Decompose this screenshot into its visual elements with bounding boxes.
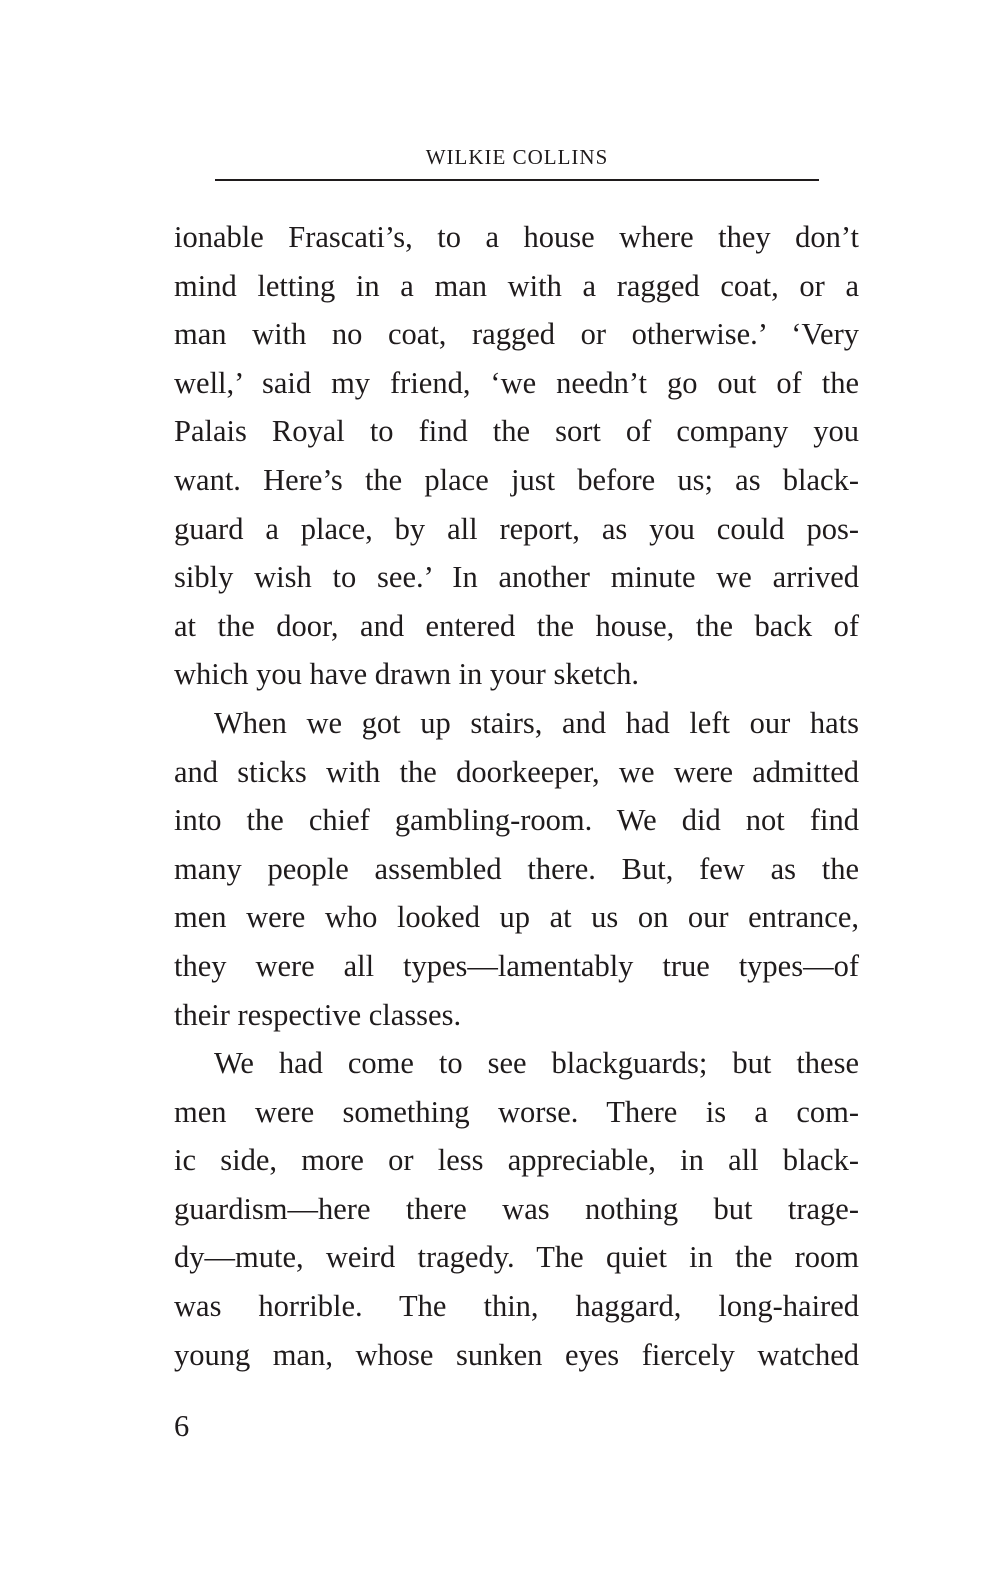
- text-line: mind letting in a man with a ragged coat, or a: [174, 268, 859, 303]
- text-line: which you have drawn in your sketch.: [174, 657, 640, 692]
- text-line: their respective classes.: [174, 997, 462, 1032]
- text-line: at the door, and entered the house, the back of: [174, 608, 859, 643]
- text-line: men were who looked up at us on our entrance,: [174, 900, 859, 935]
- page-number: 6: [174, 1409, 190, 1443]
- text-line: guard a place, by all report, as you could pos-: [174, 511, 859, 546]
- text-line: men were something worse. There is a com-: [174, 1094, 859, 1129]
- running-head: WILKIE COLLINS: [425, 145, 609, 169]
- body-text: [174, 213, 859, 1379]
- text-line: many people assembled there. But, few as the: [174, 851, 859, 886]
- text-line: young man, whose sunken eyes fiercely watched: [174, 1337, 859, 1372]
- text-line: was horrible. The thin, haggard, long-haired: [174, 1289, 859, 1324]
- text-line: well,’ said my friend, ‘we needn’t go out of the: [174, 365, 859, 400]
- text-line: ic side, more or less appreciable, in all black-: [174, 1143, 859, 1178]
- text-line: they were all types—lamentably true types—of: [174, 948, 859, 983]
- text-line: sibly wish to see.’ In another minute we arrived: [174, 560, 859, 595]
- text-line: Palais Royal to find the sort of company you: [174, 414, 859, 449]
- text-line: ionable Frascati’s, to a house where they don’t: [174, 220, 859, 254]
- text-line: want. Here’s the place just before us; as black-: [174, 462, 859, 497]
- text-line: When we got up stairs, and had left our hats: [214, 705, 859, 740]
- text-line: man with no coat, ragged or otherwise.’ ‘Very: [174, 317, 859, 352]
- text-line: dy—mute, weird tragedy. The quiet in the room: [174, 1240, 859, 1275]
- text-line: into the chief gambling-room. We did not find: [174, 803, 859, 838]
- text-line: and sticks with the doorkeeper, we were admitted: [174, 754, 859, 789]
- header-rule: [215, 179, 819, 181]
- text-line: We had come to see blackguards; but these: [214, 1046, 859, 1081]
- text-line: guardism—here there was nothing but trage-: [174, 1191, 859, 1226]
